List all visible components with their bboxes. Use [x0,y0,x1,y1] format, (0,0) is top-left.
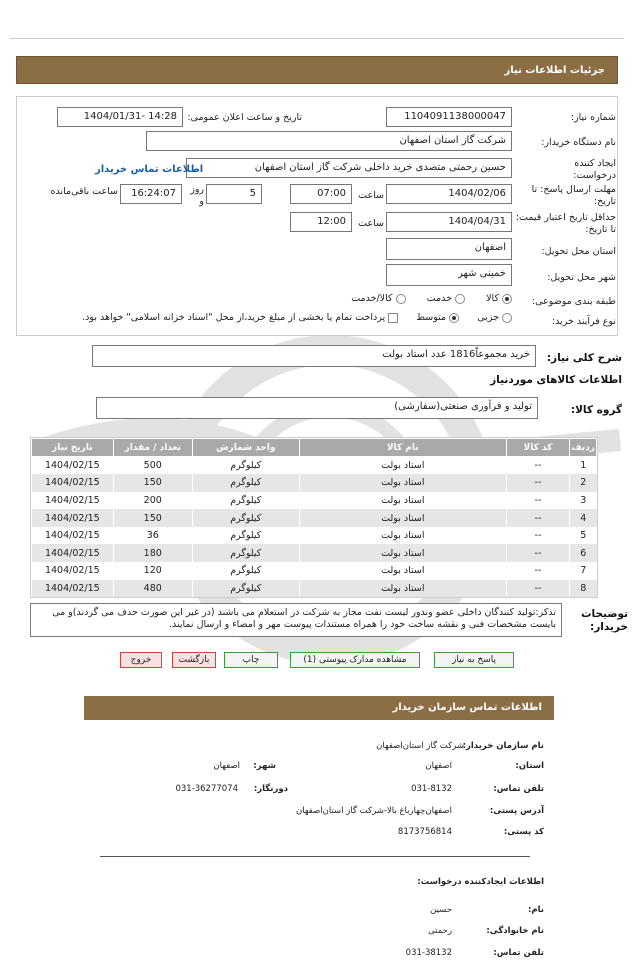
summary-label: شرح کلی نیاز: [546,352,622,364]
creator-first-name-value: حسین [430,905,452,915]
category-label: طبقه بندی موضوعی: [531,296,616,307]
process-medium-option[interactable]: متوسط [416,312,459,323]
cell-qty: 150 [113,509,192,527]
deadline-time-label: ساعت [358,190,384,201]
radio-icon[interactable] [455,294,465,304]
creator-label: ایجاد کننده درخواست: [573,158,616,181]
creator-last-name-label: نام خانوادگی: [486,926,544,936]
contact-postal-value: 8173756814 [397,827,452,837]
cell-name: استاد بولت [299,457,506,475]
table-row [32,527,597,545]
process-minor-option[interactable]: جزیی [477,312,512,323]
reply-button[interactable]: پاسخ به نیاز [434,652,514,668]
cell-qty: 480 [113,580,192,598]
remaining-time-field: 16:24:07 [120,184,182,204]
table-row [32,457,597,475]
col-row-header: ردیف [570,439,597,457]
cell-unit: کیلوگرم [192,580,299,598]
province-field: اصفهان [386,238,512,260]
validity-time-field: 12:00 [290,212,352,232]
announce-datetime-label: تاریخ و ساعت اعلان عمومی: [187,112,302,123]
validity-date-field: 1404/04/31 [386,212,512,232]
cell-date: 1404/02/15 [32,457,114,475]
page-header [16,56,618,84]
col-unit-header: واحد شمارش [192,439,299,457]
category-goods-option[interactable]: کالا [486,293,512,304]
buyer-org-label: نام دستگاه خریدار: [541,137,616,148]
cell-code: -- [506,544,569,562]
contact-address-label: آدرس پستی: [489,806,544,816]
buyer-contact-link[interactable]: اطلاعات تماس خریدار [95,164,204,175]
cell-qty: 180 [113,544,192,562]
cell-unit: کیلوگرم [192,509,299,527]
cell-unit: کیلوگرم [192,544,299,562]
contact-city-label: شهر: [253,761,276,771]
creator-last-name-value: رحمتی [428,926,452,936]
cell-date: 1404/02/15 [32,474,114,492]
buyer-notes-label: توضیحات خریدار: [580,608,628,633]
col-qty-header: تعداد / مقدار [113,439,192,457]
cell-code: -- [506,527,569,545]
need-number-label: شماره نیاز: [570,112,616,123]
cell-row: 3 [570,492,597,510]
col-name-header: نام کالا [299,439,506,457]
process-type-label: نوع فرآیند خرید: [551,316,616,327]
page-title: جزئیات اطلاعات نیاز [504,65,605,76]
validity-time-label: ساعت [358,218,384,229]
cell-row: 4 [570,509,597,527]
buyer-notes-field: تذکر:تولید کنندگان داخلی عضو وندور لیست نفت مجاز به شرکت در استعلام می باشند (در غیر این صورت حذف می گردند)و می بایست مشخصات فنی و نقشه ساخت خود را همراه مستندات پیوست مهر و امضاء و ارسال نمایند. [30,603,562,637]
cell-name: استاد بولت [299,492,506,510]
cell-code: -- [506,580,569,598]
cell-qty: 500 [113,457,192,475]
cell-unit: کیلوگرم [192,457,299,475]
radio-selected-icon[interactable] [502,294,512,304]
table-row [32,580,597,598]
cell-qty: 200 [113,492,192,510]
validity-label: حداقل تاریخ اعتبار قیمت: تا تاریخ: [515,212,616,235]
radio-icon[interactable] [396,294,406,304]
deadline-time-field: 07:00 [290,184,352,204]
checkbox-icon[interactable] [388,313,398,323]
contact-phone-value: 031-8132 [411,784,452,794]
cell-date: 1404/02/15 [32,527,114,545]
cell-code: -- [506,457,569,475]
contact-divider [100,856,530,857]
contact-title: اطلاعات تماس سازمان خریدار [392,702,542,713]
cell-qty: 120 [113,562,192,580]
deadline-label: مهلت ارسال پاسخ: تا تاریخ: [531,184,616,207]
buyer-org-field: شرکت گاز استان اصفهان [146,131,512,151]
table-row [32,562,597,580]
table-row [32,509,597,527]
province-label: استان محل تحویل: [541,246,616,257]
contact-city-value: اصفهان [213,761,240,771]
contact-province-value: اصفهان [425,761,452,771]
deadline-days-field: 5 [206,184,262,204]
cell-date: 1404/02/15 [32,544,114,562]
cell-name: استاد بولت [299,509,506,527]
cell-name: استاد بولت [299,474,506,492]
contact-phone-label: تلفن تماس: [493,784,544,794]
table-row [32,544,597,562]
col-code-header: کد کالا [506,439,569,457]
category-radio-group [300,293,512,304]
goods-table [31,438,597,597]
radio-icon[interactable] [502,313,512,323]
category-both-option[interactable]: کالا/خدمت [351,293,405,304]
contact-fax-label: دورنگار: [253,784,288,794]
creator-phone-label: تلفن تماس: [493,948,544,958]
cell-date: 1404/02/15 [32,509,114,527]
cell-row: 7 [570,562,597,580]
print-button[interactable]: چاپ [224,652,278,668]
table-header-row [32,439,597,457]
contact-postal-label: کد پستی: [503,827,544,837]
summary-field: خرید مجموعاً1816 عدد استاد بولت [92,345,536,367]
cell-row: 8 [570,580,597,598]
announce-datetime-field: 1404/01/31- 14:28 [57,107,183,127]
need-number-field: 1104091138000047 [386,107,512,127]
creator-phone-value: 031-38132 [405,948,452,958]
goods-table-wrapper [30,437,598,598]
treasury-payment-checkbox[interactable]: پرداخت تمام یا بخشی از مبلغ خرید،از محل "اسناد خزانه اسلامی" خواهد بود. [82,312,398,323]
creator-info-title: اطلاعات ایجادکننده درخواست: [417,877,544,887]
exit-button[interactable]: خروج [120,652,162,668]
process-type-radio-group [40,312,512,323]
table-row [32,492,597,510]
cell-name: استاد بولت [299,544,506,562]
cell-qty: 36 [113,527,192,545]
contact-header [84,696,554,720]
cell-row: 5 [570,527,597,545]
cell-name: استاد بولت [299,580,506,598]
cell-row: 6 [570,544,597,562]
goods-section-title: اطلاعات کالاهای موردنیاز [490,374,622,386]
category-service-option[interactable]: خدمت [427,293,465,304]
city-label: شهر محل تحویل: [547,272,616,283]
contact-org-value: شرکت گاز استان‌اصفهان [376,741,464,751]
cell-date: 1404/02/15 [32,562,114,580]
table-row [32,474,597,492]
contact-address-value: اصفهان‌چهارباغ بالا-شرکت گاز استان‌اصفهان [296,806,452,816]
cell-name: استاد بولت [299,562,506,580]
contact-province-label: استان: [515,761,544,771]
cell-row: 1 [570,457,597,475]
creator-first-name-label: نام: [527,905,544,915]
radio-selected-icon[interactable] [449,313,459,323]
goods-group-field: تولید و فرآوری صنعتی(سفارشی) [96,397,538,419]
cell-date: 1404/02/15 [32,492,114,510]
cell-row: 2 [570,474,597,492]
cell-unit: کیلوگرم [192,492,299,510]
top-divider [10,38,624,39]
goods-group-label: گروه کالا: [570,404,622,416]
cell-date: 1404/02/15 [32,580,114,598]
cell-name: استاد بولت [299,527,506,545]
remaining-time-label: ساعت باقی‌مانده [50,186,118,197]
cell-code: -- [506,492,569,510]
cell-qty: 150 [113,474,192,492]
cell-code: -- [506,562,569,580]
col-date-header: تاریخ نیاز [32,439,114,457]
cell-unit: کیلوگرم [192,474,299,492]
view-attachments-button[interactable]: مشاهده مدارک پیوستی (1) [290,652,420,668]
cell-unit: کیلوگرم [192,562,299,580]
cell-unit: کیلوگرم [192,527,299,545]
cell-code: -- [506,509,569,527]
cell-code: -- [506,474,569,492]
contact-fax-value: 031-36277074 [175,784,238,794]
contact-org-label: نام سازمان خریدار: [462,741,544,751]
city-field: خمینی شهر [386,264,512,286]
back-button[interactable]: بازگشت [172,652,216,668]
creator-field: حسین رحمتی متصدی خرید داخلی شرکت گاز استان اصفهان [186,158,512,178]
deadline-date-field: 1404/02/06 [386,184,512,204]
deadline-days-label: روز و [190,184,204,207]
